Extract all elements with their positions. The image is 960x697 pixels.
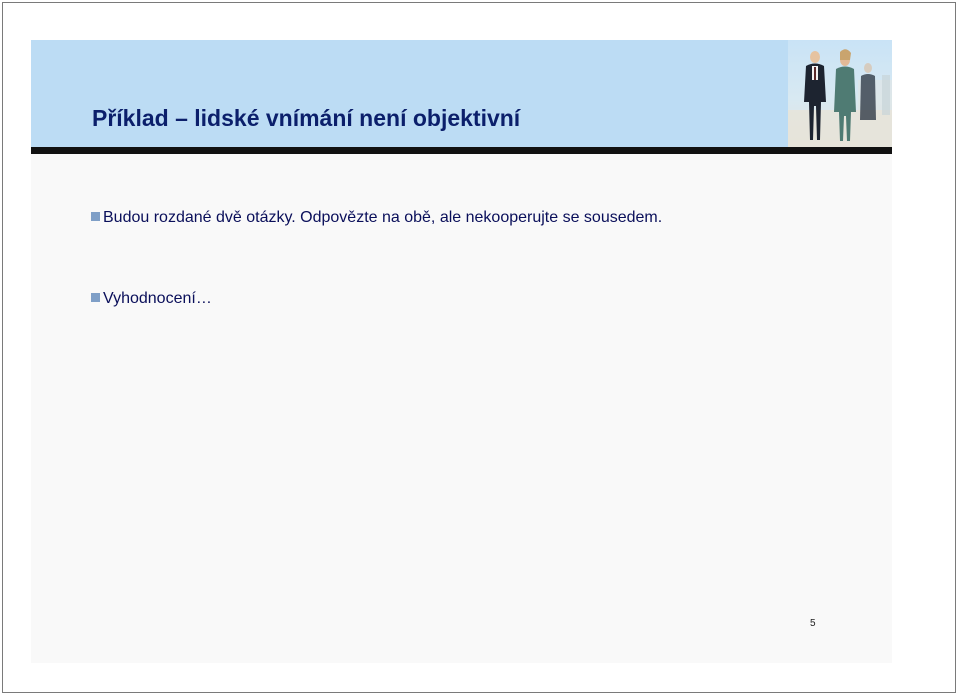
- slide-title: Příklad – lidské vnímání není objektivní: [92, 105, 521, 131]
- header-rule: [31, 147, 892, 154]
- slide: [31, 40, 892, 663]
- bullet-text: Budou rozdané dvě otázky. Odpovězte na obě, ale nekooperujte se sousedem.: [103, 209, 663, 226]
- bullet-item: [91, 288, 731, 310]
- bullet-item: [91, 207, 731, 229]
- bullet-text: Vyhodnocení…: [103, 290, 212, 307]
- page-frame: [2, 2, 956, 693]
- header-photo: [788, 40, 892, 147]
- square-bullet-icon: [91, 212, 100, 221]
- business-people-photo: [788, 40, 892, 147]
- bullet-list: [91, 207, 731, 310]
- page-number: 5: [810, 618, 816, 629]
- square-bullet-icon: [91, 293, 100, 302]
